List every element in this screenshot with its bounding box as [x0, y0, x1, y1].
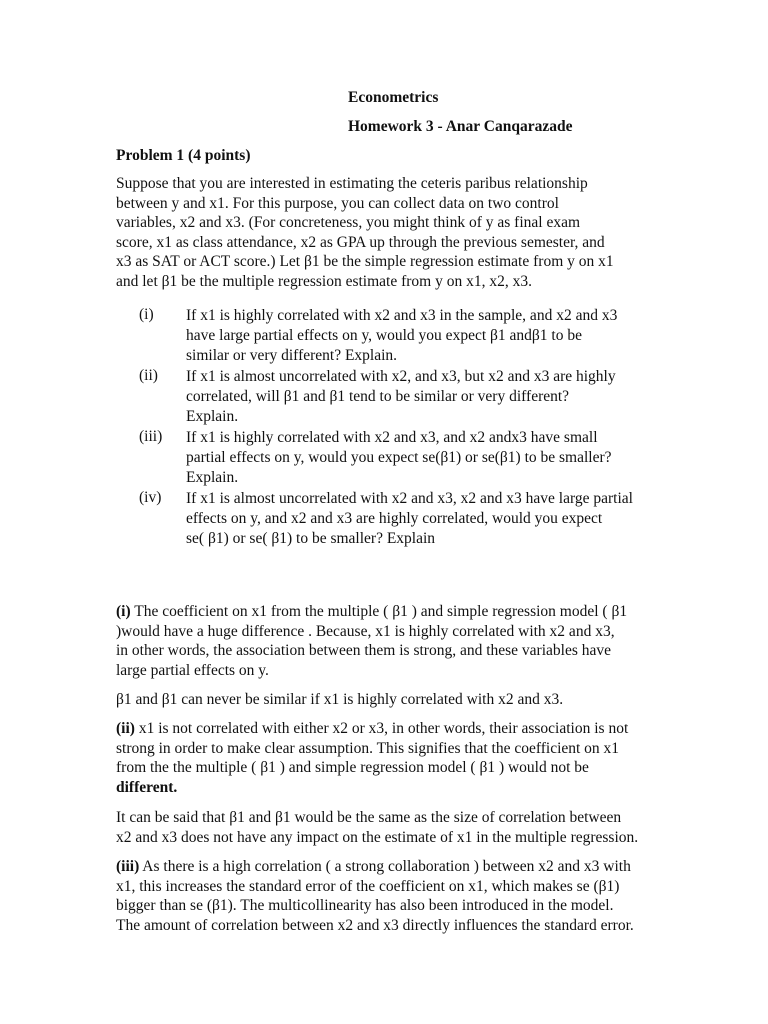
question-number: (ii) [139, 367, 158, 384]
question-item [186, 489, 633, 549]
problem-title: Problem 1 (4 points) [116, 147, 251, 164]
answer-ii-note [116, 808, 638, 847]
question-line: have large partial effects on y, would you expect β1 andβ1 to be [186, 327, 582, 344]
answer-i-note: β1 and β1 can never be similar if x1 is highly correlated with x2 and x3. [116, 691, 564, 708]
intro-line: variables, x2 and x3. (For concreteness, you might think of y as final exam [116, 214, 581, 231]
intro-line: between y and x1. For this purpose, you can collect data on two control [116, 194, 559, 212]
question-line: effects on y, and x2 and x3 are highly correlated, would you expect [186, 510, 603, 527]
homework-title: Homework 3 - Anar Canqarazade [348, 118, 573, 135]
question-line: Explain. [186, 469, 239, 486]
answer-line: The amount of correlation between x2 and x3 directly influences the standard error. [116, 916, 634, 934]
question-line: similar or very different? Explain. [186, 347, 398, 364]
question-number: (iii) [139, 428, 163, 445]
question-line: If x1 is almost uncorrelated with x2, and x3, but x2 and x3 are highly [186, 368, 616, 385]
answer-ii [116, 719, 628, 797]
question-line: Explain. [186, 408, 239, 425]
answer-label: (ii) [116, 720, 135, 737]
question-line: partial effects on y, would you expect se(β1) or se(β1) to be smaller? [186, 449, 612, 466]
question-number: (iv) [139, 489, 162, 506]
question-item [186, 306, 617, 366]
intro-line: and let β1 be the multiple regression estimate from y on x1, x2, x3. [116, 272, 532, 290]
question-number: (i) [139, 306, 154, 323]
answer-line: large partial effects on y. [116, 661, 269, 679]
question-line: If x1 is highly correlated with x2 and x3, and x2 andx3 have small [186, 429, 598, 446]
question-item [186, 367, 616, 427]
intro-line: Suppose that you are interested in estimating the ceteris paribus relationship [116, 175, 588, 192]
answer-line: from the the multiple ( β1 ) and simple regression model ( β1 ) would not be [116, 759, 589, 776]
answer-line: The coefficient on x1 from the multiple ( β1 ) and simple regression model ( β1 [134, 603, 628, 620]
question-line: If x1 is highly correlated with x2 and x3 in the sample, and x2 and x3 [186, 307, 618, 324]
answer-line: x1, this increases the standard error of the coefficient on x1, which makes se (β1) [116, 877, 620, 895]
intro-line: x3 as SAT or ACT score.) Let β1 be the simple regression estimate from y on x1 [116, 253, 614, 270]
intro-line: score, x1 as class attendance, x2 as GPA up through the previous semester, and [116, 233, 605, 251]
answer-line: x1 is not correlated with either x2 or x3, in other words, their association is not [138, 720, 629, 737]
question-item [186, 428, 612, 488]
answer-i [116, 602, 627, 680]
course-title: Econometrics [348, 89, 439, 106]
answer-line: bigger than se (β1). The multicollinearity has also been introduced in the model. [116, 897, 614, 914]
question-line: se( β1) or se( β1) to be smaller? Explain [186, 530, 436, 547]
answer-line: different. [116, 778, 178, 796]
answer-line: strong in order to make clear assumption. This signifies that the coefficient on x1 [116, 739, 620, 757]
problem-intro [116, 174, 614, 291]
answer-line: in other words, the association between them is strong, and these variables have [116, 642, 612, 659]
answer-line: It can be said that β1 and β1 would be the same as the size of correlation between [116, 809, 622, 826]
answer-line: As there is a high correlation ( a strong collaboration ) between x2 and x3 with [142, 858, 631, 875]
answer-label: (iii) [116, 858, 140, 875]
question-line: correlated, will β1 and β1 tend to be similar or very different? [186, 388, 570, 405]
answer-label: (i) [116, 603, 131, 620]
answer-line: x2 and x3 does not have any impact on the estimate of x1 in the multiple regression. [116, 828, 639, 846]
question-line: If x1 is almost uncorrelated with x2 and x3, x2 and x3 have large partial [186, 490, 633, 507]
answer-line: )would have a huge difference . Because, x1 is highly correlated with x2 and x3, [116, 622, 615, 640]
answer-iii [116, 857, 634, 935]
